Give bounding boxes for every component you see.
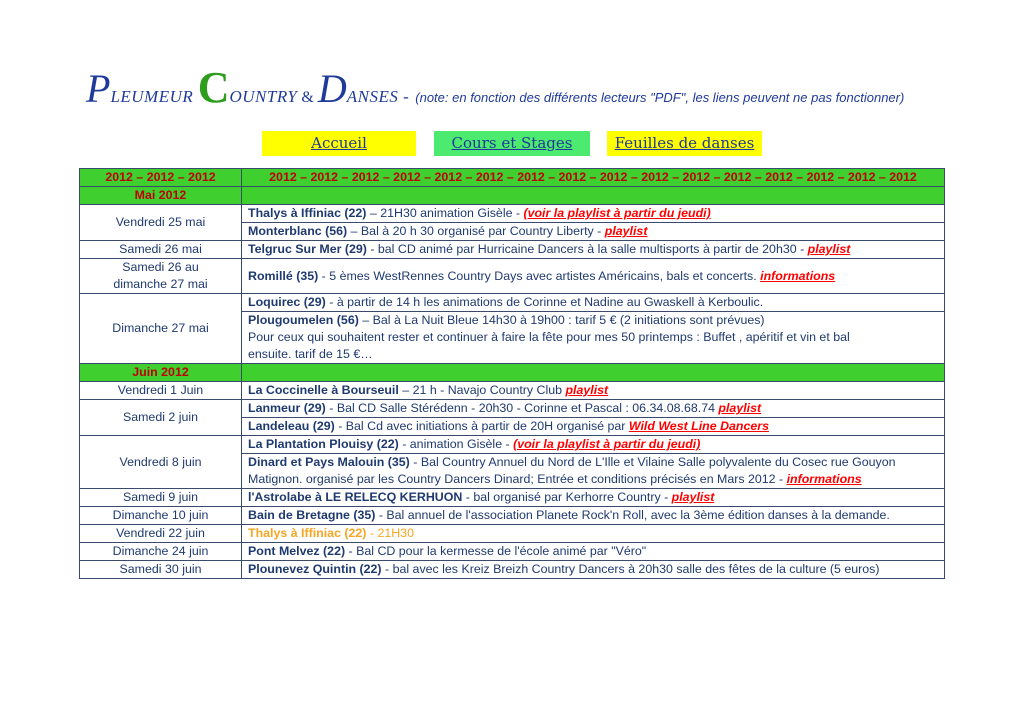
event-text: - bal avec les Kreiz Breizh Country Dancers à 20h30 salle des fêtes de la culture (5 euros) <box>381 562 880 576</box>
event-text: - bal CD animé par Hurricaine Dancers à la salle multisports à partir de 20h30 - <box>366 242 808 256</box>
event-date <box>80 259 242 294</box>
title-letter-c-gear-icon: C <box>197 63 230 112</box>
informations-link[interactable]: informations <box>786 472 862 486</box>
event-date: Vendredi 8 juin <box>80 436 242 489</box>
table-row <box>80 543 945 561</box>
event-place: Romillé (35) <box>248 268 319 283</box>
event-cell <box>242 223 945 241</box>
event-cell <box>242 382 945 400</box>
event-cell <box>242 418 945 436</box>
event-date: Samedi 2 juin <box>80 400 242 436</box>
title-word-anses: ANSES - <box>346 87 410 106</box>
table-row <box>80 489 945 507</box>
nav-feuilles-danses-link[interactable]: Feuilles de danses <box>607 131 762 156</box>
event-date: Samedi 9 juin <box>80 489 242 507</box>
playlist-link[interactable]: playlist <box>671 490 715 504</box>
table-row <box>80 507 945 525</box>
nav-cours-stages-link[interactable]: Cours et Stages <box>434 131 590 156</box>
playlist-link[interactable]: playlist <box>604 224 648 238</box>
event-place: Monterblanc (56) <box>248 224 348 238</box>
month-row-may <box>80 187 945 205</box>
event-date: Vendredi 1 Juin <box>80 382 242 400</box>
event-text: - Bal annuel de l'association Planete Rock'n Roll, avec la 3ème édition danses à la demande. <box>375 508 890 522</box>
event-place: La Coccinelle à Bourseuil <box>248 383 399 397</box>
event-text-line2: Pour ceux qui souhaitent rester et continuer à faire la fête pour mes 50 printemps : Buffet , apéritif et vin et bal <box>248 330 850 344</box>
playlist-link[interactable]: playlist <box>718 401 762 415</box>
event-date: Dimanche 10 juin <box>80 507 242 525</box>
month-filler <box>242 364 945 382</box>
table-row <box>80 382 945 400</box>
event-cell <box>242 241 945 259</box>
event-place: Bain de Bretagne (35) <box>248 508 376 522</box>
month-row-june <box>80 364 945 382</box>
event-text: - Bal CD Salle Stérédenn - 20h30 - Corinne et Pascal : 06.34.08.68.74 <box>325 401 719 415</box>
table-row <box>80 259 945 294</box>
year-left: 2012 – 2012 – 2012 <box>80 169 242 187</box>
informations-link[interactable]: informations <box>760 268 836 283</box>
month-june: Juin 2012 <box>80 364 242 382</box>
event-text: - à partir de 14 h les animations de Corinne et Nadine au Gwaskell à Kerboulic. <box>325 295 764 309</box>
title-word-leumeur: LEUMEUR <box>110 87 194 106</box>
playlist-link[interactable]: playlist <box>565 383 609 397</box>
event-cell <box>242 561 945 579</box>
event-place: Lanmeur (29) <box>248 401 326 415</box>
event-text: – 21H30 animation Gisèle - <box>366 206 524 220</box>
table-row <box>80 436 945 454</box>
page-title <box>86 62 986 112</box>
event-date: Dimanche 24 juin <box>80 543 242 561</box>
event-place: Thalys à Iffiniac (22) <box>248 526 367 540</box>
month-may: Mai 2012 <box>80 187 242 205</box>
event-text: – Bal à La Nuit Bleue 14h30 à 19h00 : tarif 5 € (2 initiations sont prévues) <box>358 313 765 327</box>
title-letter-d: D <box>317 66 347 111</box>
event-place: La Plantation Plouisy (22) <box>248 437 399 451</box>
event-date: Dimanche 27 mai <box>80 294 242 364</box>
event-date: Samedi 30 juin <box>80 561 242 579</box>
event-text: – 21 h - Navajo Country Club <box>398 383 566 397</box>
event-place: Loquirec (29) <box>248 295 326 309</box>
event-text: – Bal à 20 h 30 organisé par Country Liberty - <box>347 224 605 238</box>
event-place: Pont Melvez (22) <box>248 544 346 558</box>
event-cell <box>242 205 945 223</box>
event-place: Dinard et Pays Malouin (35) <box>248 455 410 469</box>
table-row <box>80 525 945 543</box>
event-date: Vendredi 22 juin <box>80 525 242 543</box>
event-text: - 5 èmes WestRennes Country Days avec artistes Américains, bals et concerts. <box>318 268 761 283</box>
title-note: (note: en fonction des différents lecteurs "PDF", les liens peuvent ne pas fonctionner) <box>415 90 905 105</box>
month-filler <box>242 187 945 205</box>
wild-west-link[interactable]: Wild West Line Dancers <box>628 419 769 433</box>
event-date: Vendredi 25 mai <box>80 205 242 241</box>
event-cell <box>242 436 945 454</box>
table-row <box>80 400 945 418</box>
event-cell <box>242 525 945 543</box>
event-date: Samedi 26 mai <box>80 241 242 259</box>
event-text-line3: ensuite. tarif de 15 €… <box>248 347 373 361</box>
event-place: l'Astrolabe à LE RELECQ KERHUON <box>248 490 463 504</box>
event-text: - bal organisé par Kerhorre Country - <box>462 490 672 504</box>
event-place: Plougoumelen (56) <box>248 313 359 327</box>
table-row <box>80 294 945 312</box>
event-cell <box>242 400 945 418</box>
year-right: 2012 – 2012 – 2012 – 2012 – 2012 – 2012 – 2012 – 2012 – 2012 – 2012 – 2012 – 2012 – 2012 – 2012 – 2012 – 2012 <box>242 169 945 187</box>
table-row <box>80 205 945 223</box>
event-cell <box>242 507 945 525</box>
event-place: Landeleau (29) <box>248 419 335 433</box>
playlist-link[interactable]: (voir la playlist à partir du jeudi) <box>513 437 701 451</box>
table-row <box>80 561 945 579</box>
event-cell <box>242 312 945 364</box>
event-place: Plounevez Quintin (22) <box>248 562 382 576</box>
event-place: Thalys à Iffiniac (22) <box>248 206 367 220</box>
event-date-line2: dimanche 27 mai <box>113 277 208 291</box>
year-row <box>80 169 945 187</box>
nav-accueil-link[interactable]: Accueil <box>262 131 416 156</box>
event-text: - Bal CD pour la kermesse de l'école animé par "Véro" <box>345 544 647 558</box>
event-date-line1: Samedi 26 au <box>122 260 199 274</box>
events-table <box>79 168 945 579</box>
playlist-link[interactable]: (voir la playlist à partir du jeudi) <box>523 206 711 220</box>
event-text: - 21H30 <box>366 526 414 540</box>
event-text: - animation Gisèle - <box>398 437 514 451</box>
table-row <box>80 241 945 259</box>
title-word-ountry: OUNTRY <box>229 87 298 106</box>
event-text-line2: Matignon. organisé par les Country Dancers Dinard; Entrée et conditions précisés en Mars 2012 - <box>248 472 787 486</box>
event-cell <box>242 259 945 294</box>
event-cell <box>242 543 945 561</box>
event-cell <box>242 489 945 507</box>
title-ampersand: & <box>301 89 314 106</box>
event-text: - Bal Country Annuel du Nord de L'Ille et Vilaine Salle polyvalente du Cosec rue Gouyon <box>409 455 896 469</box>
event-text: - Bal Cd avec initiations à partir de 20H organisé par <box>334 419 629 433</box>
title-letter-p: P <box>86 66 111 111</box>
event-place: Telgruc Sur Mer (29) <box>248 242 367 256</box>
event-cell <box>242 294 945 312</box>
event-cell <box>242 454 945 489</box>
playlist-link[interactable]: playlist <box>807 242 851 256</box>
